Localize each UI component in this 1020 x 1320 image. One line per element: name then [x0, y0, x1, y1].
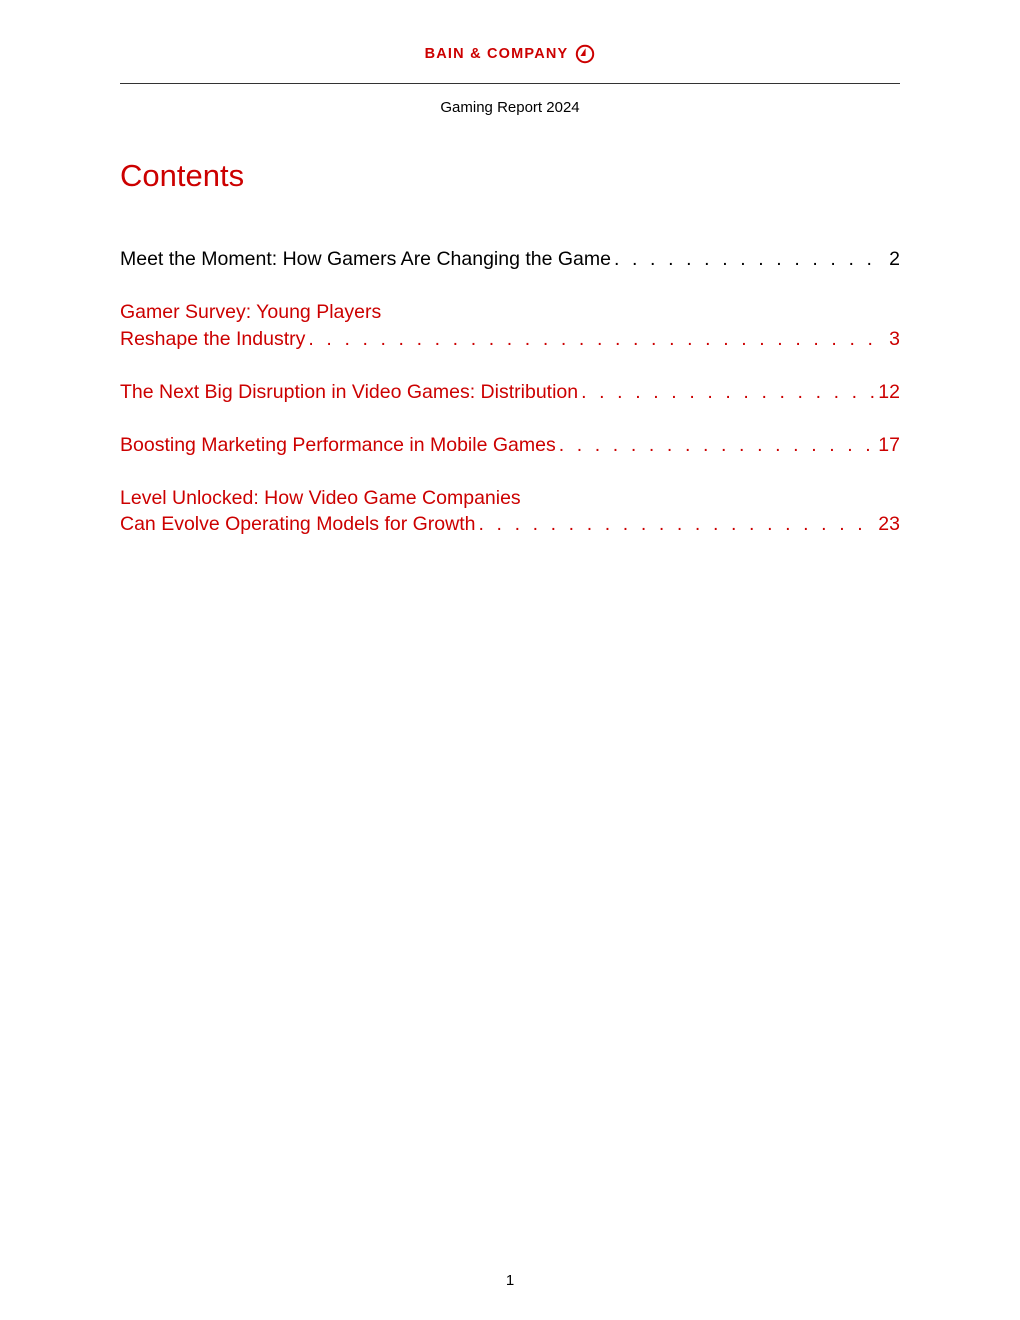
table-of-contents: [120, 246, 900, 538]
toc-entry-boosting-marketing[interactable]: [120, 432, 900, 459]
toc-page-number: 17: [878, 433, 900, 456]
contents-heading: Contents: [120, 158, 245, 193]
toc-page-number: 12: [878, 380, 900, 403]
brand-logo: [425, 44, 596, 64]
header-divider: [120, 83, 900, 84]
toc-entry-next-big-disruption[interactable]: [120, 379, 900, 406]
toc-page-number: 2: [889, 248, 900, 270]
toc-entry-title-line1: Gamer Survey: Young Players: [120, 301, 382, 323]
brand-name: BAIN & COMPANY: [424, 46, 569, 62]
toc-entry-title: Meet the Moment: How Gamers Are Changing the Game: [120, 248, 611, 270]
bain-logo-icon: [575, 44, 595, 64]
toc-entry-title: The Next Big Disruption in Video Games: Distribution: [120, 380, 579, 403]
toc-line: [120, 246, 900, 273]
toc-line: [120, 511, 900, 538]
toc-leader-dots: [614, 246, 885, 273]
toc-line: [120, 326, 900, 353]
toc-entry-title-line1: Level Unlocked: How Video Game Companies: [120, 486, 521, 509]
toc-entry-title-line2: Reshape the Industry: [120, 327, 306, 350]
toc-leader-dots: [581, 379, 874, 406]
toc-entry-level-unlocked[interactable]: [120, 485, 900, 538]
toc-line: [120, 379, 900, 406]
toc-line: [120, 432, 900, 459]
page-header: [0, 44, 1020, 64]
toc-leader-dots: [559, 432, 875, 459]
toc-page-number: 3: [889, 327, 900, 350]
toc-leader-dots: [308, 326, 885, 353]
page-number: 1: [505, 1272, 515, 1289]
toc-entry-title-line2: Can Evolve Operating Models for Growth: [120, 513, 476, 535]
toc-entry-meet-the-moment[interactable]: [120, 246, 900, 273]
toc-leader-dots: [479, 511, 875, 538]
toc-page-number: 23: [878, 513, 900, 535]
toc-entry-gamer-survey[interactable]: [120, 299, 900, 352]
toc-entry-title: Boosting Marketing Performance in Mobile Games: [120, 433, 556, 456]
report-title: Gaming Report 2024: [440, 99, 580, 116]
